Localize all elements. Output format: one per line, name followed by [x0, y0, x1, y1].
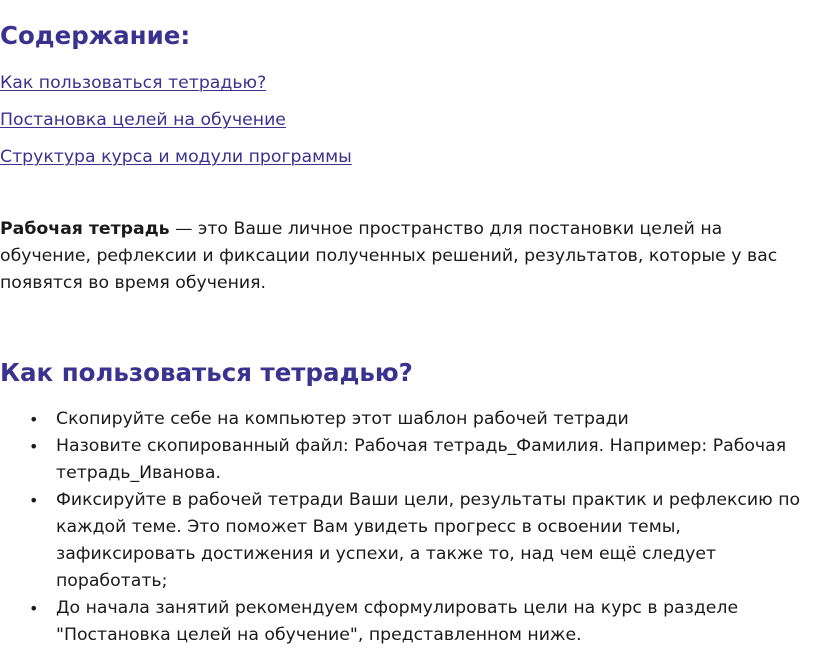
- list-item: [0, 595, 810, 649]
- bullet-icon: •: [29, 491, 39, 510]
- toc-title: Содержание:: [0, 21, 191, 50]
- bullet-icon: •: [29, 599, 39, 618]
- toc-link-goal-setting[interactable]: Постановка целей на обучение: [0, 110, 286, 130]
- toc-link-course-structure[interactable]: Структура курса и модули программы: [0, 147, 352, 167]
- list-item-text: Назовите скопированный файл: Рабочая тетрадь_Фамилия. Например: Рабочая тетрадь_Иванова.: [56, 436, 787, 483]
- intro-paragraph: [0, 216, 810, 297]
- list-item-text: Скопируйте себе на компьютер этот шаблон рабочей тетради: [56, 409, 629, 429]
- list-item: [0, 406, 810, 433]
- bullet-icon: •: [29, 410, 39, 429]
- intro-text: — это Ваше личное пространство для постановки целей на обучение, рефлексии и фиксации полученных решений, результатов, которые у вас появятся во время обучения.: [0, 219, 778, 293]
- section-heading-how-to-use: Как пользоваться тетрадью?: [0, 358, 413, 387]
- list-item: [0, 487, 810, 595]
- list-item: [0, 433, 810, 487]
- toc-link-how-to-use[interactable]: Как пользоваться тетрадью?: [0, 73, 267, 93]
- intro-bold-term: Рабочая тетрадь: [0, 219, 170, 239]
- list-item-text: До начала занятий рекомендуем сформулировать цели на курс в разделе "Постановка целей на обучение", представленном ниже.: [56, 598, 739, 645]
- bullet-icon: •: [29, 437, 39, 456]
- instructions-list: [0, 406, 810, 649]
- list-item-text: Фиксируйте в рабочей тетради Ваши цели, результаты практик и рефлексию по каждой теме. Это поможет Вам увидеть прогресс в освоении темы, зафиксировать достижения и успехи, а также то, над чем ещё следует поработать;: [56, 490, 801, 591]
